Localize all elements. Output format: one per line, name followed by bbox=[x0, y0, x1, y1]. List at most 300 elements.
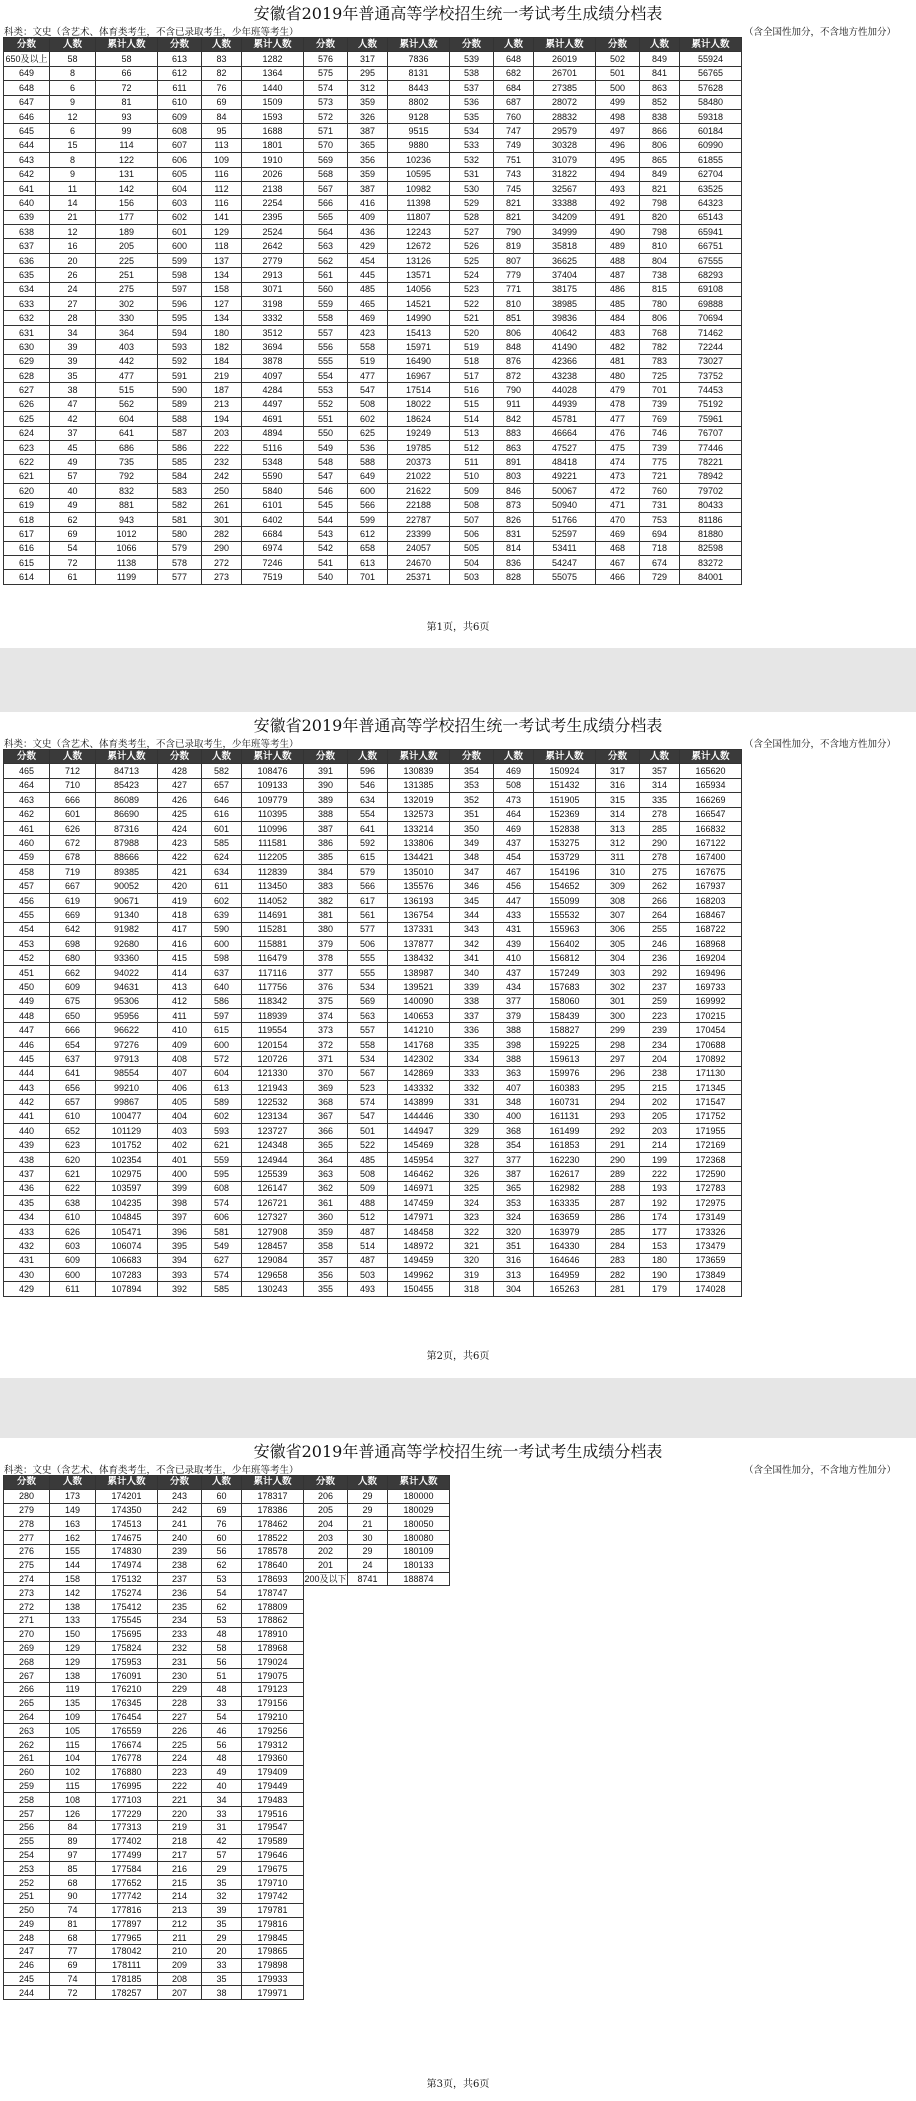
count-cell: 39 bbox=[50, 340, 96, 354]
score-cell: 455 bbox=[4, 908, 50, 922]
score-cell: 444 bbox=[4, 1066, 50, 1080]
count-cell: 701 bbox=[348, 570, 388, 584]
count-cell: 613 bbox=[202, 1080, 242, 1094]
count-cell: 806 bbox=[640, 138, 680, 152]
count-cell: 61 bbox=[50, 570, 96, 584]
score-cell: 394 bbox=[158, 1253, 202, 1267]
cumulative-cell: 168467 bbox=[680, 908, 742, 922]
count-cell: 555 bbox=[348, 951, 388, 965]
count-cell: 359 bbox=[348, 95, 388, 109]
score-cell: 270 bbox=[4, 1627, 50, 1641]
count-cell: 16 bbox=[50, 239, 96, 253]
score-cell: 200及以下 bbox=[304, 1573, 347, 1584]
score-cell: 474 bbox=[596, 455, 640, 469]
score-cell: 497 bbox=[596, 124, 640, 138]
count-cell: 602 bbox=[348, 412, 388, 426]
cumulative-cell: 112205 bbox=[242, 850, 304, 864]
score-cell: 347 bbox=[450, 865, 494, 879]
count-cell: 626 bbox=[50, 1224, 96, 1238]
score-cell: 460 bbox=[4, 836, 50, 850]
count-cell: 519 bbox=[348, 354, 388, 368]
score-cell: 376 bbox=[304, 980, 348, 994]
header-count: 人数 bbox=[202, 38, 242, 52]
cumulative-cell: 147459 bbox=[388, 1196, 450, 1210]
score-cell: 231 bbox=[158, 1655, 202, 1669]
score-cell: 624 bbox=[4, 426, 50, 440]
count-cell: 104 bbox=[50, 1751, 96, 1765]
cumulative-cell: 1910 bbox=[242, 153, 304, 167]
count-cell: 698 bbox=[50, 937, 96, 951]
score-cell: 426 bbox=[158, 793, 202, 807]
score-cell: 255 bbox=[4, 1834, 50, 1848]
cumulative-cell: 177652 bbox=[96, 1876, 158, 1890]
cumulative-cell: 114052 bbox=[242, 893, 304, 907]
table-row bbox=[4, 1779, 450, 1793]
count-cell: 278 bbox=[640, 807, 680, 821]
score-cell: 371 bbox=[304, 1052, 348, 1066]
count-cell: 739 bbox=[640, 440, 680, 454]
cumulative-cell: 881 bbox=[96, 498, 158, 512]
subject-label: 科类：文史（含艺术、体育类考生，不含已录取考生，少年班等考生） bbox=[4, 1465, 299, 1476]
count-cell: 806 bbox=[640, 311, 680, 325]
score-cell: 450 bbox=[4, 980, 50, 994]
count-cell: 9 bbox=[50, 167, 96, 181]
count-cell: 138 bbox=[50, 1669, 96, 1683]
cumulative-cell: 113450 bbox=[242, 879, 304, 893]
score-cell: 218 bbox=[158, 1834, 202, 1848]
count-cell: 239 bbox=[640, 1023, 680, 1037]
score-cell: 369 bbox=[304, 1080, 348, 1094]
table-row bbox=[4, 498, 742, 512]
count-cell: 182 bbox=[202, 340, 242, 354]
count-cell: 603 bbox=[50, 1239, 96, 1253]
count-cell: 6 bbox=[50, 81, 96, 95]
count-cell: 275 bbox=[640, 865, 680, 879]
cumulative-cell: 123134 bbox=[242, 1109, 304, 1123]
score-cell: 563 bbox=[304, 239, 348, 253]
count-cell: 621 bbox=[50, 1167, 96, 1181]
empty-cell bbox=[304, 1669, 348, 1683]
empty-cell bbox=[348, 1765, 388, 1779]
header-count: 人数 bbox=[494, 750, 534, 764]
count-cell: 127 bbox=[202, 297, 242, 311]
score-cell: 566 bbox=[304, 196, 348, 210]
header-cumulative: 累计人数 bbox=[96, 38, 158, 52]
score-cell: 232 bbox=[158, 1641, 202, 1655]
cumulative-cell: 110395 bbox=[242, 807, 304, 821]
count-cell: 81 bbox=[50, 1917, 96, 1931]
cumulative-cell: 735 bbox=[96, 455, 158, 469]
cumulative-cell: 178809 bbox=[242, 1600, 304, 1614]
table-row bbox=[4, 1181, 742, 1195]
count-cell: 180 bbox=[202, 325, 242, 339]
score-cell: 631 bbox=[4, 325, 50, 339]
count-cell: 566 bbox=[348, 879, 388, 893]
score-cell: 496 bbox=[596, 138, 640, 152]
count-cell: 142 bbox=[50, 1586, 96, 1600]
count-cell: 729 bbox=[640, 570, 680, 584]
cumulative-cell: 130243 bbox=[242, 1282, 304, 1296]
count-cell: 58 bbox=[50, 52, 96, 66]
count-cell: 116 bbox=[202, 196, 242, 210]
count-cell: 718 bbox=[640, 541, 680, 555]
count-cell: 45 bbox=[50, 440, 96, 454]
cumulative-cell: 130839 bbox=[388, 764, 450, 778]
empty-cell bbox=[304, 1903, 348, 1917]
count-cell: 680 bbox=[50, 951, 96, 965]
cumulative-cell: 165263 bbox=[534, 1282, 596, 1296]
score-cell: 331 bbox=[450, 1095, 494, 1109]
count-cell: 611 bbox=[202, 879, 242, 893]
score-cell: 526 bbox=[450, 239, 494, 253]
score-cell: 301 bbox=[596, 994, 640, 1008]
header-score: 分数 bbox=[158, 38, 202, 52]
count-cell: 595 bbox=[202, 1167, 242, 1181]
count-cell: 501 bbox=[348, 1124, 388, 1138]
count-cell: 447 bbox=[494, 893, 534, 907]
cumulative-cell: 10595 bbox=[388, 167, 450, 181]
count-cell: 613 bbox=[348, 556, 388, 570]
empty-cell bbox=[388, 1586, 450, 1600]
score-cell: 238 bbox=[158, 1558, 202, 1572]
count-cell: 134 bbox=[202, 311, 242, 325]
score-cell: 415 bbox=[158, 951, 202, 965]
cumulative-cell: 60990 bbox=[680, 138, 742, 152]
header-score: 分数 bbox=[450, 750, 494, 764]
cumulative-cell: 120154 bbox=[242, 1037, 304, 1051]
score-cell: 456 bbox=[4, 893, 50, 907]
cumulative-cell: 178185 bbox=[96, 1972, 158, 1986]
score-cell: 478 bbox=[596, 397, 640, 411]
count-cell: 48 bbox=[202, 1627, 242, 1641]
count-cell: 547 bbox=[348, 1109, 388, 1123]
score-cell: 560 bbox=[304, 282, 348, 296]
count-cell: 547 bbox=[348, 383, 388, 397]
count-cell: 203 bbox=[202, 426, 242, 440]
header-score: 分数 bbox=[4, 38, 50, 52]
cumulative-cell: 147971 bbox=[388, 1210, 450, 1224]
cumulative-cell: 122532 bbox=[242, 1095, 304, 1109]
count-cell: 600 bbox=[202, 1037, 242, 1051]
count-cell: 810 bbox=[494, 297, 534, 311]
score-cell: 287 bbox=[596, 1196, 640, 1210]
count-cell: 290 bbox=[640, 836, 680, 850]
count-cell: 34 bbox=[50, 325, 96, 339]
empty-cell bbox=[348, 1751, 388, 1765]
count-cell: 608 bbox=[202, 1181, 242, 1195]
score-cell: 489 bbox=[596, 239, 640, 253]
cumulative-cell: 69108 bbox=[680, 282, 742, 296]
count-cell: 134 bbox=[202, 268, 242, 282]
score-cell: 405 bbox=[158, 1095, 202, 1109]
table-row bbox=[4, 793, 742, 807]
cumulative-cell: 3332 bbox=[242, 311, 304, 325]
score-cell: 261 bbox=[4, 1751, 50, 1765]
cumulative-cell: 81880 bbox=[680, 527, 742, 541]
count-cell: 264 bbox=[640, 908, 680, 922]
table-row bbox=[4, 1503, 450, 1517]
table-row bbox=[4, 951, 742, 965]
cumulative-cell: 50067 bbox=[534, 484, 596, 498]
cumulative-cell: 173149 bbox=[680, 1210, 742, 1224]
table-row bbox=[4, 426, 742, 440]
score-cell: 592 bbox=[158, 354, 202, 368]
count-cell: 56 bbox=[202, 1738, 242, 1752]
table-header-row bbox=[4, 38, 742, 52]
count-cell: 116 bbox=[202, 167, 242, 181]
table-row bbox=[4, 570, 742, 584]
cumulative-cell: 34209 bbox=[534, 210, 596, 224]
count-cell: 76 bbox=[202, 1517, 242, 1531]
score-cell: 532 bbox=[450, 153, 494, 167]
header-score: 分数 bbox=[304, 750, 348, 764]
cumulative-cell: 180133 bbox=[388, 1558, 450, 1572]
table-row bbox=[4, 325, 742, 339]
cumulative-cell: 74453 bbox=[680, 383, 742, 397]
count-cell: 798 bbox=[640, 225, 680, 239]
count-cell: 8 bbox=[50, 66, 96, 80]
empty-cell bbox=[388, 1986, 450, 2000]
cumulative-cell: 24670 bbox=[388, 556, 450, 570]
cumulative-cell: 58480 bbox=[680, 95, 742, 109]
count-cell: 62 bbox=[202, 1558, 242, 1572]
cumulative-cell: 127908 bbox=[242, 1224, 304, 1238]
score-cell: 503 bbox=[450, 570, 494, 584]
cumulative-cell: 943 bbox=[96, 512, 158, 526]
cumulative-cell: 148972 bbox=[388, 1239, 450, 1253]
score-cell: 443 bbox=[4, 1080, 50, 1094]
cumulative-cell: 134421 bbox=[388, 850, 450, 864]
cumulative-cell: 114691 bbox=[242, 908, 304, 922]
score-cell: 358 bbox=[304, 1239, 348, 1253]
count-cell: 129 bbox=[50, 1655, 96, 1669]
count-cell: 600 bbox=[50, 1268, 96, 1282]
score-cell: 643 bbox=[4, 153, 50, 167]
cumulative-cell: 94631 bbox=[96, 980, 158, 994]
count-cell: 609 bbox=[50, 980, 96, 994]
cumulative-cell: 118939 bbox=[242, 1009, 304, 1023]
count-cell: 379 bbox=[494, 1009, 534, 1023]
score-cell: 646 bbox=[4, 109, 50, 123]
count-cell: 851 bbox=[494, 311, 534, 325]
cumulative-cell: 9128 bbox=[388, 109, 450, 123]
score-cell: 511 bbox=[450, 455, 494, 469]
count-cell: 567 bbox=[348, 1066, 388, 1080]
empty-cell bbox=[388, 1779, 450, 1793]
score-cell: 530 bbox=[450, 181, 494, 195]
score-cell: 513 bbox=[450, 426, 494, 440]
score-cell: 299 bbox=[596, 1023, 640, 1037]
cumulative-cell: 125539 bbox=[242, 1167, 304, 1181]
count-cell: 69 bbox=[202, 95, 242, 109]
count-cell: 604 bbox=[202, 1066, 242, 1080]
empty-cell bbox=[304, 1613, 348, 1627]
table-row bbox=[4, 1834, 450, 1848]
count-cell: 77 bbox=[50, 1945, 96, 1959]
table-row bbox=[4, 124, 742, 138]
score-cell: 626 bbox=[4, 397, 50, 411]
cumulative-cell: 54247 bbox=[534, 556, 596, 570]
table-row bbox=[4, 1023, 742, 1037]
cumulative-cell: 89385 bbox=[96, 865, 158, 879]
score-cell: 648 bbox=[4, 81, 50, 95]
cumulative-cell: 179845 bbox=[242, 1931, 304, 1945]
count-cell: 849 bbox=[640, 52, 680, 66]
cumulative-cell: 2138 bbox=[242, 181, 304, 195]
count-cell: 625 bbox=[348, 426, 388, 440]
score-cell: 536 bbox=[450, 95, 494, 109]
score-cell: 219 bbox=[158, 1820, 202, 1834]
cumulative-cell: 62704 bbox=[680, 167, 742, 181]
count-cell: 192 bbox=[640, 1196, 680, 1210]
table-row bbox=[4, 850, 742, 864]
cumulative-cell: 168968 bbox=[680, 937, 742, 951]
empty-cell bbox=[348, 1820, 388, 1834]
cumulative-cell: 22188 bbox=[388, 498, 450, 512]
page-1 bbox=[0, 0, 916, 648]
count-cell: 806 bbox=[494, 325, 534, 339]
score-cell: 246 bbox=[4, 1958, 50, 1972]
empty-cell bbox=[348, 1931, 388, 1945]
cumulative-cell: 68293 bbox=[680, 268, 742, 282]
cumulative-cell: 30328 bbox=[534, 138, 596, 152]
cumulative-cell: 91340 bbox=[96, 908, 158, 922]
score-cell: 404 bbox=[158, 1109, 202, 1123]
count-cell: 523 bbox=[348, 1080, 388, 1094]
cumulative-cell: 29579 bbox=[534, 124, 596, 138]
score-cell: 288 bbox=[596, 1181, 640, 1195]
cumulative-cell: 44028 bbox=[534, 383, 596, 397]
score-cell: 239 bbox=[158, 1544, 202, 1558]
cumulative-cell: 178386 bbox=[242, 1503, 304, 1517]
count-cell: 115 bbox=[50, 1738, 96, 1752]
cumulative-cell: 97276 bbox=[96, 1037, 158, 1051]
page-footer: 第3页，共6页 bbox=[426, 2079, 490, 2090]
cumulative-cell: 177897 bbox=[96, 1917, 158, 1931]
score-cell: 323 bbox=[450, 1210, 494, 1224]
table-row bbox=[4, 879, 742, 893]
table-row bbox=[4, 1710, 450, 1724]
cumulative-cell: 178693 bbox=[242, 1572, 304, 1586]
score-cell: 252 bbox=[4, 1876, 50, 1890]
count-cell: 222 bbox=[202, 440, 242, 454]
score-cell: 550 bbox=[304, 426, 348, 440]
count-cell: 174 bbox=[640, 1210, 680, 1224]
count-cell: 423 bbox=[348, 325, 388, 339]
empty-cell bbox=[348, 1958, 388, 1972]
count-cell: 574 bbox=[202, 1268, 242, 1282]
cumulative-cell: 118342 bbox=[242, 994, 304, 1008]
count-cell: 760 bbox=[494, 109, 534, 123]
table-row bbox=[4, 1531, 450, 1545]
count-cell: 620 bbox=[50, 1152, 96, 1166]
count-cell: 589 bbox=[202, 1095, 242, 1109]
cumulative-cell: 122 bbox=[96, 153, 158, 167]
cumulative-cell: 604 bbox=[96, 412, 158, 426]
header-score: 分数 bbox=[596, 750, 640, 764]
cumulative-cell: 8443 bbox=[388, 81, 450, 95]
count-cell: 745 bbox=[494, 181, 534, 195]
count-cell: 616 bbox=[202, 807, 242, 821]
cumulative-cell: 164646 bbox=[534, 1253, 596, 1267]
score-cell: 442 bbox=[4, 1095, 50, 1109]
count-cell: 262 bbox=[640, 879, 680, 893]
score-cell: 396 bbox=[158, 1224, 202, 1238]
score-cell: 363 bbox=[304, 1167, 348, 1181]
score-cell: 276 bbox=[4, 1544, 50, 1558]
score-cell: 308 bbox=[596, 893, 640, 907]
score-cell: 321 bbox=[450, 1239, 494, 1253]
count-cell: 623 bbox=[50, 1138, 96, 1152]
score-cell: 302 bbox=[596, 980, 640, 994]
cumulative-cell: 1066 bbox=[96, 541, 158, 555]
score-cell: 578 bbox=[158, 556, 202, 570]
score-cell: 342 bbox=[450, 937, 494, 951]
count-cell: 24 bbox=[50, 282, 96, 296]
score-cell: 565 bbox=[304, 210, 348, 224]
count-cell: 377 bbox=[494, 1152, 534, 1166]
cumulative-cell: 176674 bbox=[96, 1738, 158, 1752]
count-cell: 585 bbox=[202, 836, 242, 850]
count-cell: 810 bbox=[640, 239, 680, 253]
cumulative-cell: 5840 bbox=[242, 484, 304, 498]
count-cell: 574 bbox=[348, 1095, 388, 1109]
cumulative-cell: 96622 bbox=[96, 1023, 158, 1037]
cumulative-cell: 176559 bbox=[96, 1724, 158, 1738]
count-cell: 779 bbox=[494, 268, 534, 282]
score-cell: 462 bbox=[4, 807, 50, 821]
count-cell: 158 bbox=[202, 282, 242, 296]
score-cell: 639 bbox=[4, 210, 50, 224]
score-cell: 222 bbox=[158, 1779, 202, 1793]
score-cell: 461 bbox=[4, 821, 50, 835]
header-count: 人数 bbox=[50, 38, 96, 52]
score-cell: 510 bbox=[450, 469, 494, 483]
score-cell: 468 bbox=[596, 541, 640, 555]
cumulative-cell: 106683 bbox=[96, 1253, 158, 1267]
cumulative-cell: 98554 bbox=[96, 1066, 158, 1080]
score-cell: 557 bbox=[304, 325, 348, 339]
cumulative-cell: 154652 bbox=[534, 879, 596, 893]
cumulative-cell: 70694 bbox=[680, 311, 742, 325]
count-cell: 255 bbox=[640, 922, 680, 936]
score-cell: 485 bbox=[596, 297, 640, 311]
score-cell: 599 bbox=[158, 253, 202, 267]
count-cell: 768 bbox=[640, 325, 680, 339]
score-cell: 269 bbox=[4, 1641, 50, 1655]
score-cell: 339 bbox=[450, 980, 494, 994]
count-cell: 129 bbox=[202, 225, 242, 239]
score-cell: 438 bbox=[4, 1152, 50, 1166]
cumulative-cell: 13571 bbox=[388, 268, 450, 282]
cumulative-cell: 95956 bbox=[96, 1009, 158, 1023]
count-cell: 285 bbox=[640, 821, 680, 835]
score-cell: 454 bbox=[4, 922, 50, 936]
count-cell: 356 bbox=[348, 153, 388, 167]
empty-cell bbox=[304, 1600, 348, 1614]
score-cell: 290 bbox=[596, 1152, 640, 1166]
cumulative-cell: 154196 bbox=[534, 865, 596, 879]
cumulative-cell: 18022 bbox=[388, 397, 450, 411]
table-row bbox=[4, 1945, 450, 1959]
score-cell: 542 bbox=[304, 541, 348, 555]
cumulative-cell: 145954 bbox=[388, 1152, 450, 1166]
count-cell: 826 bbox=[494, 512, 534, 526]
cumulative-cell: 163659 bbox=[534, 1210, 596, 1224]
empty-cell bbox=[388, 1600, 450, 1614]
cumulative-cell: 9880 bbox=[388, 138, 450, 152]
count-cell: 32 bbox=[202, 1889, 242, 1903]
